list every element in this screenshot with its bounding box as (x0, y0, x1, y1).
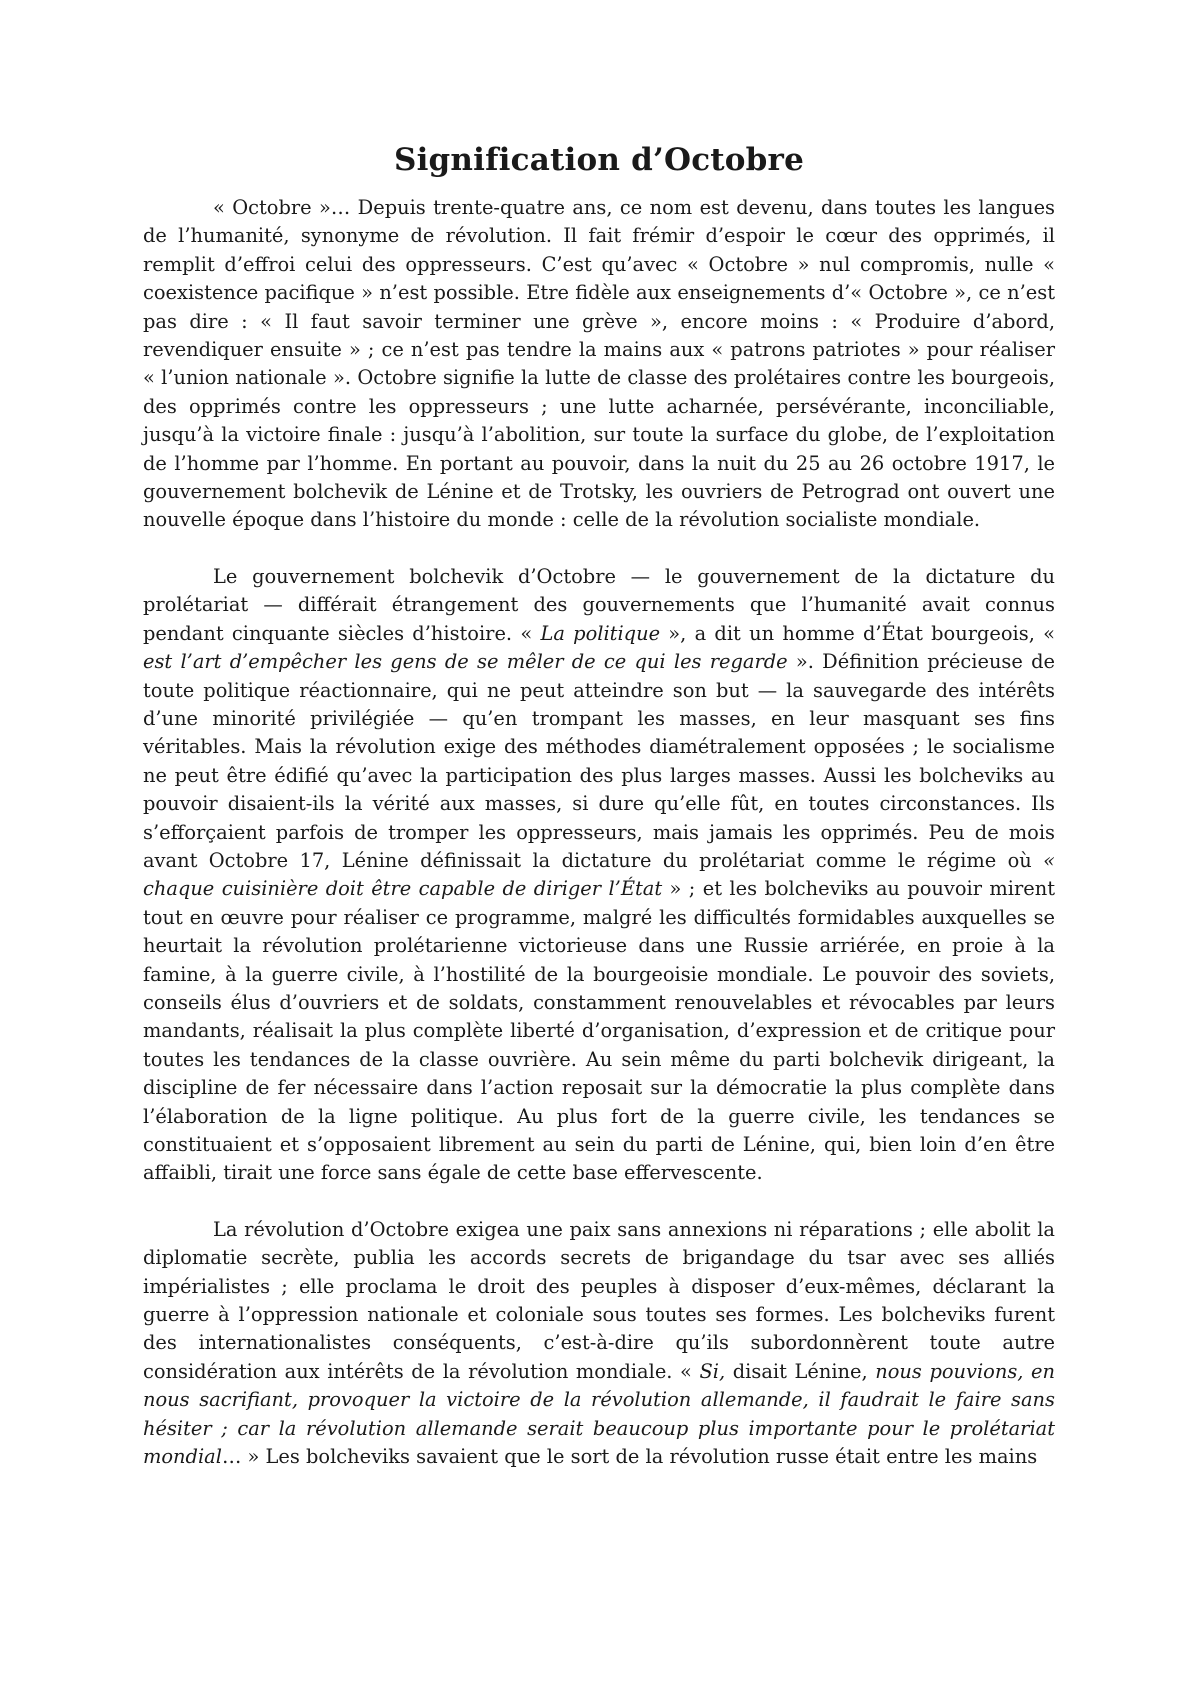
paragraph-segment: disait Lénine, (725, 1359, 876, 1383)
paragraph-segment: La révolution d’Octobre exigea une paix sans annexions ni réparations ; elle abolit la diplomatie secrète, publia les accords secrets de brigandage du tsar avec ses alliés impérialistes ; elle proclama le droit des peuples à disposer d’eux-mêmes, déclarant la guerre à l’oppression nationale et coloniale sous toutes ses formes. Les bolcheviks furent des internationalistes conséquents, c’est-à-dire qu’ils subordonnèrent toute autre considération aux intérêts de la révolution mondiale. « (143, 1217, 1055, 1383)
document-title: Signification d’Octobre (393, 142, 804, 178)
paragraph-3 (143, 1216, 1055, 1472)
quotation-italic: nous pouvions, en nous sacrifiant, provoquer la victoire de la révolution allemande, il faudrait le faire sans hésiter ; car la révolution allemande serait beaucoup plus importante pour le prolétariat mondial (143, 1359, 1056, 1469)
quotation-italic: Si, (699, 1359, 726, 1383)
paragraph-segment: », a dit un homme d’État bourgeois, « (660, 621, 1055, 645)
paragraph-segment: … » Les bolcheviks savaient que le sort de la révolution russe était entre les mains (221, 1445, 1038, 1469)
quotation-italic: est l’art d’empêcher les gens de se mêler de ce qui les regarde (143, 650, 788, 674)
quotation-italic: La politique (540, 621, 661, 645)
paragraph-2 (143, 563, 1055, 1188)
paragraph-1 (143, 194, 1055, 535)
paragraph-segment: » ; et les bolcheviks au pouvoir mirent tout en œuvre pour réaliser ce programme, malgré les difficultés formidables auxquelles se heurtait la révolution prolétarienne victorieuse dans une Russie arriérée, en proie à la famine, à la guerre civile, à l’hostilité de la bourgeoisie mondiale. Le pouvoir des soviets, conseils élus d’ouvriers et de soldats, constamment renouvelables et révocables par leurs mandants, réalisait la plus complète liberté d’organisation, d’expression et de critique pour toutes les tendances de la classe ouvrière. Au sein même du parti bolchevik dirigeant, la discipline de fer nécessaire dans l’action reposait sur la démocratie la plus complète dans l’élaboration de la ligne politique. Au plus fort de la guerre civile, les tendances se constituaient et s’opposaient librement au sein du parti de Lénine, qui, bien loin d’en être affaibli, tirait une force sans égale de cette base effervescente. (143, 877, 1055, 1185)
paragraph-segment: « Octobre »… Depuis trente-quatre ans, ce nom est devenu, dans toutes les langues de l’humanité, synonyme de révolution. Il fait frémir d’espoir le cœur des opprimés, il remplit d’effroi celui des oppresseurs. C’est qu’avec « Octobre » nul compromis, nulle « coexistence pacifique » n’est possible. Etre fidèle aux enseignements d’« Octobre », ce n’est pas dire : « Il faut savoir terminer une grève », encore moins : « Produire d’abord, revendiquer ensuite » ; ce n’est pas tendre la mains aux « patrons patriotes » pour réaliser « l’union nationale ». Octobre signifie la lutte de classe des prolétaires contre les bourgeois, des opprimés contre les oppresseurs ; une lutte acharnée, persévérante, inconciliable, jusqu’à la victoire finale : jusqu’à l’abolition, sur toute la surface du globe, de l’exploitation de l’homme par l’homme. En portant au pouvoir, dans la nuit du 25 au 26 octobre 1917, le gouvernement bolchevik de Lénine et de Trotsky, les ouvriers de Petrograd ont ouvert une nouvelle époque dans l’histoire du monde : celle de la révolution socialiste mondiale. (143, 196, 1055, 532)
paragraph-segment: Le gouvernement bolchevik d’Octobre — le gouvernement de la dictature du prolétariat — différait étrangement des gouvernements que l’humanité avait connus pendant cinquante siècles d’histoire. « (143, 564, 1055, 645)
quotation-italic: « chaque cuisinière doit être capable de diriger l’État (143, 848, 1055, 901)
paragraph-segment: ». Définition précieuse de toute politique réactionnaire, qui ne peut atteindre son but — la sauvegarde des intérêts d’une minorité privilégiée — qu’en trompant les masses, en leur masquant ses fins véritables. Mais la révolution exige des méthodes diamétralement opposées ; le socialisme ne peut être édifié qu’avec la participation des plus larges masses. Aussi les bolcheviks au pouvoir disaient-ils la vérité aux masses, si dure qu’elle fût, en toutes circonstances. Ils s’efforçaient parfois de tromper les oppresseurs, mais jamais les opprimés. Peu de mois avant Octobre 17, Lénine définissait la dictature du prolétariat comme le régime où (143, 650, 1056, 872)
document-page (143, 140, 1055, 1499)
